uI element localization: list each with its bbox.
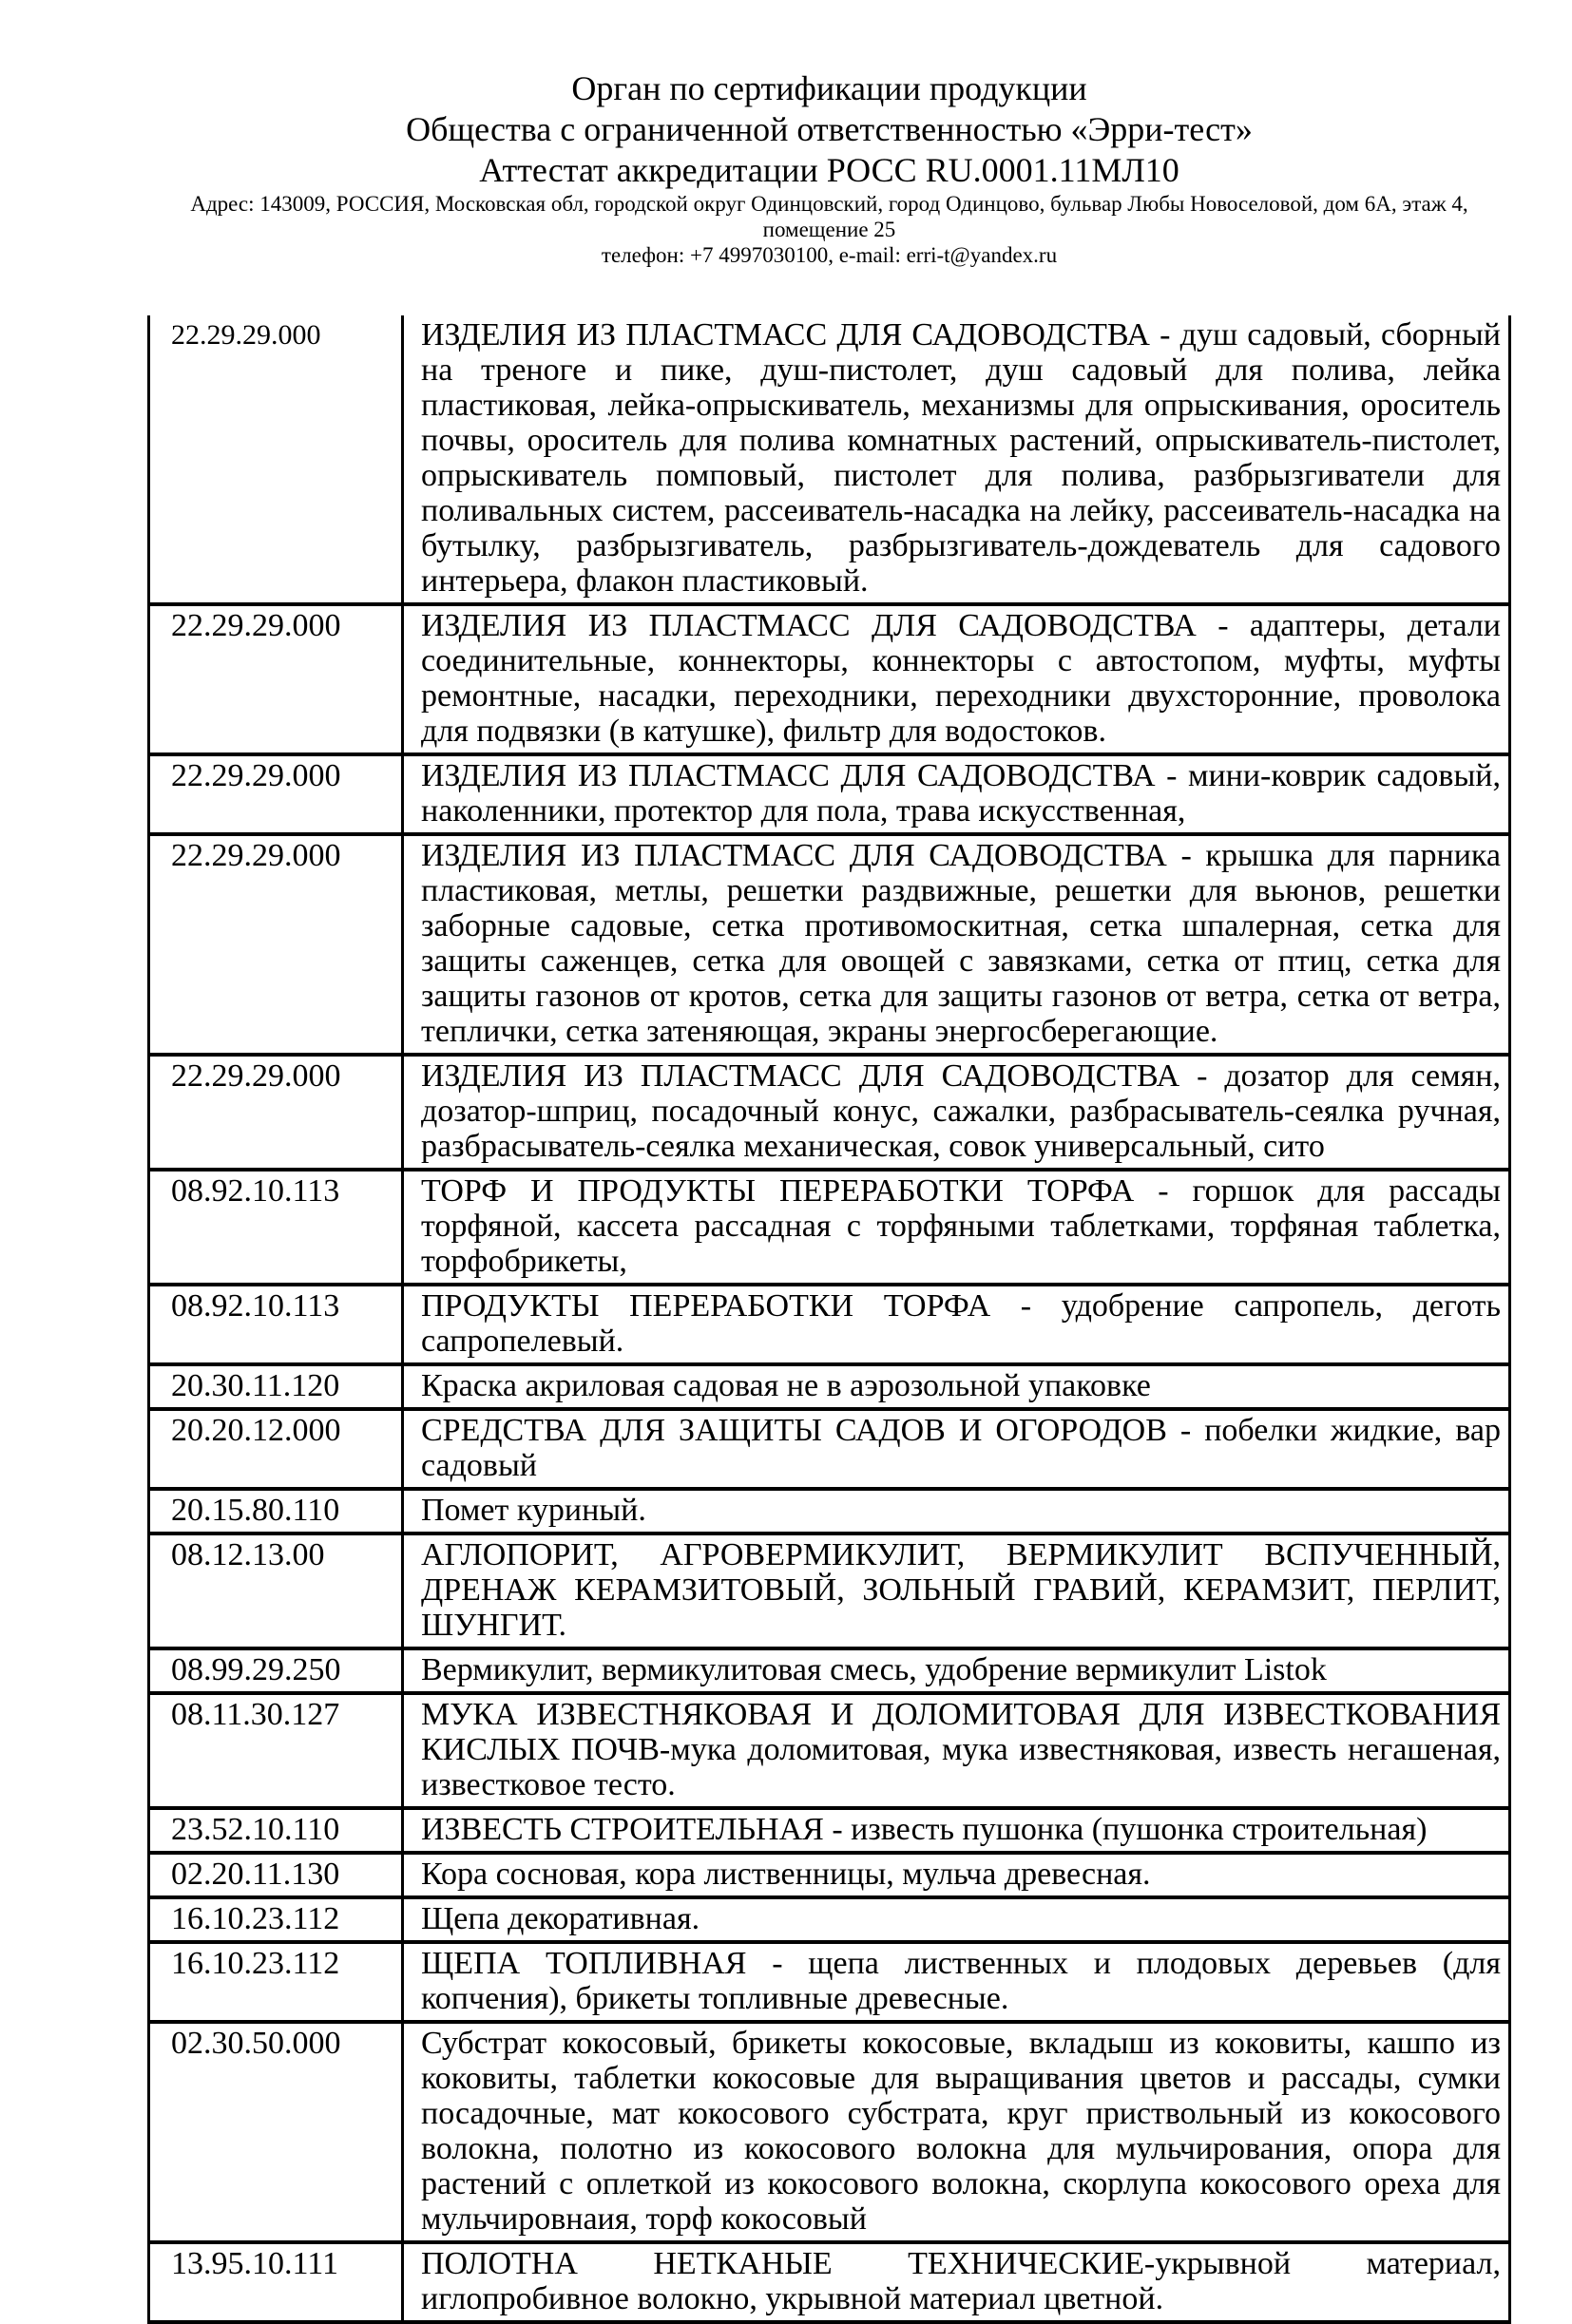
product-code: 20.20.12.000 [149, 1409, 403, 1489]
product-code: 08.92.10.113 [149, 1285, 403, 1364]
product-description: ПРОДУКТЫ ПЕРЕРАБОТКИ ТОРФА - удобрение сапропель, деготь сапропелевый. [403, 1285, 1510, 1364]
product-code: 08.11.30.127 [149, 1693, 403, 1808]
table-row [149, 1364, 1510, 1409]
product-code: 22.29.29.000 [149, 315, 403, 604]
table-row [149, 1285, 1510, 1364]
org-name-line: Общества с ограниченной ответственностью «Эрри-тест» [406, 110, 1253, 148]
table-row [149, 1489, 1510, 1533]
product-description: ЩЕПА ТОПЛИВНАЯ - щепа лиственных и плодовых деревьев (для копчения), брикеты топливные древесные. [403, 1942, 1510, 2022]
product-description: Щепа декоративная. [403, 1897, 1510, 1942]
product-code: 22.29.29.000 [149, 1055, 403, 1170]
table-row [149, 1942, 1510, 2022]
table-row [149, 1648, 1510, 1693]
address-line: Адрес: 143009, РОССИЯ, Московская обл, городской округ Одинцовский, город Одинцово, бульвар Любы Новоселовой, дом 6А, этаж 4, помещение 25 [190, 192, 1468, 241]
product-code: 16.10.23.112 [149, 1942, 403, 2022]
table-row [149, 604, 1510, 754]
product-description: Помет куриный. [403, 1489, 1510, 1533]
table-row [149, 1409, 1510, 1489]
product-description: АГЛОПОРИТ, АГРОВЕРМИКУЛИТ, ВЕРМИКУЛИТ ВСПУЧЕННЫЙ, ДРЕНАЖ КЕРАМЗИТОВЫЙ, ЗОЛЬНЫЙ ГРАВИЙ, КЕРАМЗИТ, ПЕРЛИТ, ШУНГИТ. [403, 1533, 1510, 1648]
table-row [149, 834, 1510, 1055]
table-row [149, 1170, 1510, 1285]
table-row [149, 315, 1510, 604]
product-description: ИЗДЕЛИЯ ИЗ ПЛАСТМАСС ДЛЯ САДОВОДСТВА - адаптеры, детали соединительные, коннекторы, коннекторы с автостопом, муфты, муфты ремонтные, насадки, переходники, переходники двухсторонние, проволока для подвязки (в катушке), фильтр для водостоков. [403, 604, 1510, 754]
product-code: 08.12.13.00 [149, 1533, 403, 1648]
product-description: ИЗВЕСТЬ СТРОИТЕЛЬНАЯ - известь пушонка (пушонка строительная) [403, 1808, 1510, 1853]
product-description: Краска акриловая садовая не в аэрозольной упаковке [403, 1364, 1510, 1409]
accreditation-line: Аттестат аккредитации РОСС RU.0001.11МЛ10 [479, 151, 1179, 189]
table-row [149, 1853, 1510, 1897]
product-description: МУКА ИЗВЕСТНЯКОВАЯ И ДОЛОМИТОВАЯ ДЛЯ ИЗВЕСТКОВАНИЯ КИСЛЫХ ПОЧВ-мука доломитовая, мука известняковая, известь негашеная, известковое тесто. [403, 1693, 1510, 1808]
table-row [149, 1533, 1510, 1648]
product-description: ИЗДЕЛИЯ ИЗ ПЛАСТМАСС ДЛЯ САДОВОДСТВА - дозатор для семян, дозатор-шприц, посадочный конус, сажалки, разбрасыватель-сеялка ручная, разбрасыватель-сеялка механическая, совок универсальный, сито [403, 1055, 1510, 1170]
org-title-line: Орган по сертификации продукции [571, 69, 1087, 107]
product-code: 23.52.10.110 [149, 1808, 403, 1853]
product-description: ИЗДЕЛИЯ ИЗ ПЛАСТМАСС ДЛЯ САДОВОДСТВА - крышка для парника пластиковая, метлы, решетки раздвижные, решетки для вьюнов, решетки заборные садовые, сетка противомоскитная, сетка шпалерная, сетка для защиты саженцев, сетка для овощей с завязками, сетка от птиц, сетка для защиты газонов от кротов, сетка для защиты газонов от ветра, сетка от ветра, теплички, сетка затеняющая, экраны энергосберегающие. [403, 834, 1510, 1055]
table-row [149, 1055, 1510, 1170]
table-row [149, 2242, 1510, 2322]
document-header [147, 68, 1511, 268]
table-row [149, 1808, 1510, 1853]
table-row [149, 2022, 1510, 2242]
product-description: ИЗДЕЛИЯ ИЗ ПЛАСТМАСС ДЛЯ САДОВОДСТВА - мини-коврик садовый, наколенники, протектор для пола, трава искусственная, [403, 754, 1510, 834]
product-code: 22.29.29.000 [149, 834, 403, 1055]
product-code: 08.99.29.250 [149, 1648, 403, 1693]
table-row [149, 1693, 1510, 1808]
product-code: 20.15.80.110 [149, 1489, 403, 1533]
product-code: 13.95.10.111 [149, 2242, 403, 2322]
product-code: 22.29.29.000 [149, 604, 403, 754]
products-table [147, 315, 1511, 2324]
product-code: 02.20.11.130 [149, 1853, 403, 1897]
document-content [147, 68, 1511, 2324]
product-code: 02.30.50.000 [149, 2022, 403, 2242]
product-description: Вермикулит, вермикулитовая смесь, удобрение вермикулит Listok [403, 1648, 1510, 1693]
product-description: Кора сосновая, кора лиственницы, мульча древесная. [403, 1853, 1510, 1897]
contact-line: телефон: +7 4997030100, e-mail: erri-t@yandex.ru [601, 243, 1058, 267]
product-code: 16.10.23.112 [149, 1897, 403, 1942]
product-description: СРЕДСТВА ДЛЯ ЗАЩИТЫ САДОВ И ОГОРОДОВ - побелки жидкие, вар садовый [403, 1409, 1510, 1489]
product-code: 08.92.10.113 [149, 1170, 403, 1285]
product-description: Субстрат кокосовый, брикеты кокосовые, вкладыш из коковиты, кашпо из коковиты, таблетки кокосовые для выращивания цветов и рассады, сумки посадочные, мат кокосового субстрата, круг приствольный из кокосового волокна, полотно из кокосового волокна для мульчирования, опора для растений с оплеткой из кокосового волокна, скорлупа кокосового ореха для мульчировнаия, торф кокосовый [403, 2022, 1510, 2242]
product-description: ПОЛОТНА НЕТКАНЫЕ ТЕХНИЧЕСКИЕ-укрывной материал, иглопробивное волокно, укрывной материал цветной. [403, 2242, 1510, 2322]
product-code: 22.29.29.000 [149, 754, 403, 834]
product-description: ИЗДЕЛИЯ ИЗ ПЛАСТМАСС ДЛЯ САДОВОДСТВА - душ садовый, сборный на треноге и пике, душ-пистолет, душ садовый для полива, лейка пластиковая, лейка-опрыскиватель, механизмы для опрыскивания, ороситель почвы, ороситель для полива комнатных растений, опрыскиватель-пистолет, опрыскиватель помповый, пистолет для полива, разбрызгиватели для поливальных систем, рассеиватель-насадка на лейку, рассеиватель-насадка на бутылку, разбрызгиватель, разбрызгиватель-дождеватель для садового интерьера, флакон пластиковый. [403, 315, 1510, 604]
product-code: 20.30.11.120 [149, 1364, 403, 1409]
table-row [149, 1897, 1510, 1942]
table-row [149, 754, 1510, 834]
products-table-body [149, 315, 1510, 2322]
product-description: ТОРФ И ПРОДУКТЫ ПЕРЕРАБОТКИ ТОРФА - горшок для рассады торфяной, кассета рассадная с торфяными таблетками, торфяная таблетка, торфобрикеты, [403, 1170, 1510, 1285]
